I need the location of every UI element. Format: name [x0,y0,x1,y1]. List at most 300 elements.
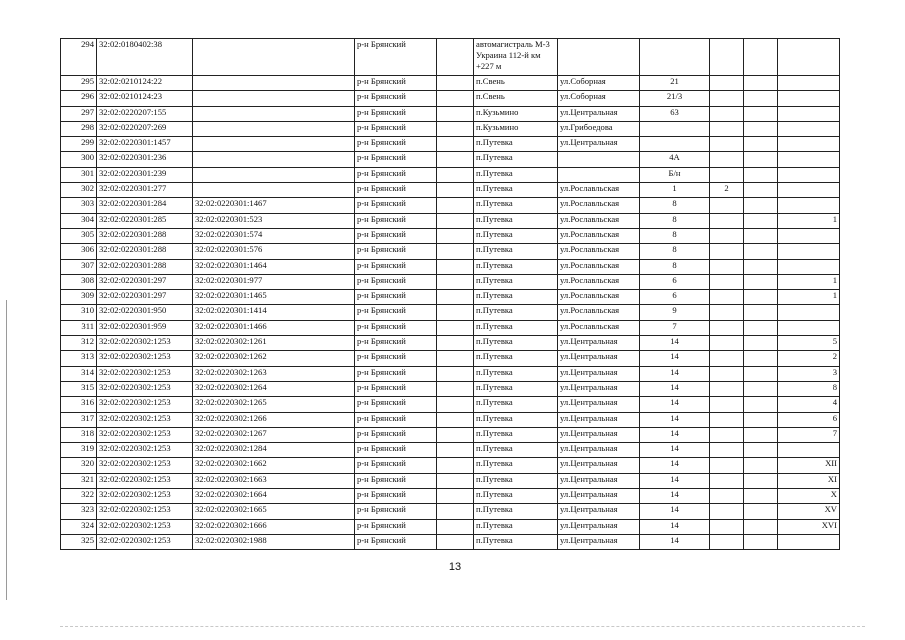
blank-cell [437,39,474,76]
street: ул.Рославльская [558,198,640,213]
blank-cell [437,351,474,366]
street: ул.Соборная [558,91,640,106]
house-number: 14 [640,336,710,351]
cadastral-number: 32:02:0210124:22 [97,76,193,91]
blank-cell [437,397,474,412]
blank-cell [744,473,778,488]
cadastral-number: 32:02:0220302:1253 [97,397,193,412]
building-number [710,198,744,213]
flat-number [778,91,840,106]
table-row [61,336,840,351]
blank-cell [437,167,474,182]
district: р-н Брянский [355,336,437,351]
blank-cell [744,351,778,366]
table-row [61,76,840,91]
row-number: 317 [61,412,97,427]
blank-cell [744,137,778,152]
flat-number: 1 [778,213,840,228]
district: р-н Брянский [355,106,437,121]
district: р-н Брянский [355,290,437,305]
cadastral-number-premises: 32:02:0220302:1264 [193,381,355,396]
row-number: 302 [61,183,97,198]
table-row [61,489,840,504]
settlement: п.Путевка [474,336,558,351]
settlement: п.Путевка [474,274,558,289]
district: р-н Брянский [355,305,437,320]
row-number: 297 [61,106,97,121]
cadastral-number-premises [193,39,355,76]
building-number [710,458,744,473]
row-number: 320 [61,458,97,473]
flat-number: XI [778,473,840,488]
row-number: 321 [61,473,97,488]
blank-cell [437,259,474,274]
flat-number: 1 [778,290,840,305]
district: р-н Брянский [355,534,437,549]
flat-number [778,39,840,76]
building-number [710,137,744,152]
blank-cell [744,381,778,396]
street: ул.Центральная [558,137,640,152]
cadastral-number: 32:02:0220207:269 [97,121,193,136]
blank-cell [744,534,778,549]
house-number [640,137,710,152]
house-number: 14 [640,427,710,442]
house-number: 8 [640,228,710,243]
table-row [61,183,840,198]
house-number: 1 [640,183,710,198]
row-number: 299 [61,137,97,152]
flat-number: 3 [778,366,840,381]
street: ул.Центральная [558,473,640,488]
cadastral-number-premises: 32:02:0220301:1464 [193,259,355,274]
flat-number: XV [778,504,840,519]
street: ул.Рославльская [558,259,640,274]
cadastral-number-premises: 32:02:0220302:1266 [193,412,355,427]
cadastral-number: 32:02:0220301:950 [97,305,193,320]
blank-cell [437,336,474,351]
district: р-н Брянский [355,458,437,473]
blank-cell [744,121,778,136]
cadastral-number-premises: 32:02:0220301:576 [193,244,355,259]
flat-number [778,106,840,121]
house-number: 14 [640,351,710,366]
row-number: 324 [61,519,97,534]
flat-number: 2 [778,351,840,366]
cadastral-number-premises [193,137,355,152]
cadastral-number: 32:02:0220302:1253 [97,489,193,504]
table-row [61,198,840,213]
building-number [710,366,744,381]
cadastral-number-premises: 32:02:0220302:1664 [193,489,355,504]
street: ул.Рославльская [558,213,640,228]
table-row [61,137,840,152]
settlement: п.Путевка [474,290,558,305]
district: р-н Брянский [355,473,437,488]
settlement: п.Путевка [474,443,558,458]
cadastral-number-premises: 32:02:0220302:1662 [193,458,355,473]
row-number: 294 [61,39,97,76]
building-number [710,106,744,121]
street: ул.Центральная [558,381,640,396]
cadastral-number-premises: 32:02:0220301:1465 [193,290,355,305]
district: р-н Брянский [355,39,437,76]
district: р-н Брянский [355,244,437,259]
cadastral-number: 32:02:0220302:1253 [97,351,193,366]
settlement: п.Путевка [474,351,558,366]
district: р-н Брянский [355,76,437,91]
street: ул.Центральная [558,458,640,473]
settlement: п.Кузьмино [474,106,558,121]
flat-number [778,167,840,182]
blank-cell [437,121,474,136]
district: р-н Брянский [355,443,437,458]
settlement: п.Путевка [474,458,558,473]
house-number: 21/3 [640,91,710,106]
blank-cell [437,305,474,320]
street: ул.Рославльская [558,274,640,289]
flat-number [778,244,840,259]
table-row [61,259,840,274]
settlement: п.Свень [474,76,558,91]
building-number [710,39,744,76]
district: р-н Брянский [355,152,437,167]
blank-cell [744,39,778,76]
settlement: автомагистраль М-3 Украина 112-й км +227 м [474,39,558,76]
house-number: 6 [640,290,710,305]
cadastral-number: 32:02:0220301:239 [97,167,193,182]
house-number: 14 [640,519,710,534]
blank-cell [744,320,778,335]
blank-cell [744,259,778,274]
flat-number [778,198,840,213]
flat-number: 8 [778,381,840,396]
settlement: п.Путевка [474,381,558,396]
street: ул.Центральная [558,412,640,427]
blank-cell [437,443,474,458]
flat-number [778,152,840,167]
flat-number [778,121,840,136]
blank-cell [744,213,778,228]
settlement: п.Путевка [474,228,558,243]
house-number: 14 [640,534,710,549]
blank-cell [744,167,778,182]
cadastral-number-premises: 32:02:0220302:1284 [193,443,355,458]
blank-cell [437,274,474,289]
blank-cell [437,106,474,121]
building-number [710,351,744,366]
house-number: 9 [640,305,710,320]
house-number: 14 [640,366,710,381]
building-number [710,336,744,351]
district: р-н Брянский [355,167,437,182]
street: ул.Центральная [558,519,640,534]
district: р-н Брянский [355,274,437,289]
house-number: 14 [640,397,710,412]
building-number [710,91,744,106]
blank-cell [437,473,474,488]
cadastral-number: 32:02:0210124:23 [97,91,193,106]
building-number [710,76,744,91]
row-number: 314 [61,366,97,381]
flat-number: 7 [778,427,840,442]
district: р-н Брянский [355,183,437,198]
settlement: п.Путевка [474,244,558,259]
street: ул.Центральная [558,427,640,442]
table-row [61,320,840,335]
row-number: 323 [61,504,97,519]
cadastral-number-premises: 32:02:0220302:1267 [193,427,355,442]
flat-number [778,443,840,458]
blank-cell [437,290,474,305]
cadastral-number: 32:02:0220302:1253 [97,412,193,427]
table-row [61,458,840,473]
house-number: 21 [640,76,710,91]
settlement: п.Кузьмино [474,121,558,136]
table-row [61,152,840,167]
cadastral-number-premises: 32:02:0220302:1666 [193,519,355,534]
cadastral-number-premises: 32:02:0220302:1665 [193,504,355,519]
settlement: п.Путевка [474,366,558,381]
blank-cell [437,427,474,442]
district: р-н Брянский [355,397,437,412]
cadastral-number: 32:02:0220301:288 [97,259,193,274]
cadastral-number: 32:02:0220302:1253 [97,473,193,488]
district: р-н Брянский [355,519,437,534]
building-number [710,290,744,305]
blank-cell [437,152,474,167]
district: р-н Брянский [355,137,437,152]
district: р-н Брянский [355,351,437,366]
flat-number: 6 [778,412,840,427]
row-number: 316 [61,397,97,412]
row-number: 308 [61,274,97,289]
cadastral-number: 32:02:0220302:1253 [97,336,193,351]
blank-cell [437,213,474,228]
street: ул.Рославльская [558,305,640,320]
table-row [61,397,840,412]
settlement: п.Путевка [474,519,558,534]
table-row [61,412,840,427]
street: ул.Соборная [558,76,640,91]
blank-cell [744,427,778,442]
blank-cell [744,519,778,534]
house-number: 14 [640,504,710,519]
cadastral-number-premises [193,183,355,198]
building-number [710,274,744,289]
cadastral-number-premises [193,152,355,167]
cadastral-number-premises: 32:02:0220302:1262 [193,351,355,366]
house-number: 8 [640,213,710,228]
settlement: п.Путевка [474,504,558,519]
street [558,167,640,182]
flat-number: XVI [778,519,840,534]
settlement: п.Путевка [474,152,558,167]
blank-cell [437,412,474,427]
settlement: п.Путевка [474,183,558,198]
settlement: п.Путевка [474,167,558,182]
table-row [61,167,840,182]
blank-cell [437,534,474,549]
row-number: 298 [61,121,97,136]
house-number: 14 [640,458,710,473]
street: ул.Центральная [558,489,640,504]
row-number: 311 [61,320,97,335]
house-number: 8 [640,259,710,274]
cadastral-number-premises: 32:02:0220302:1265 [193,397,355,412]
row-number: 305 [61,228,97,243]
row-number: 318 [61,427,97,442]
settlement: п.Путевка [474,137,558,152]
cadastral-number: 32:02:0220301:285 [97,213,193,228]
blank-cell [744,244,778,259]
building-number [710,152,744,167]
house-number: 14 [640,443,710,458]
street: ул.Центральная [558,443,640,458]
table-row [61,473,840,488]
blank-cell [744,443,778,458]
settlement: п.Путевка [474,213,558,228]
building-number [710,504,744,519]
building-number [710,305,744,320]
house-number [640,39,710,76]
building-number [710,121,744,136]
house-number: 14 [640,473,710,488]
flat-number [778,228,840,243]
scan-bottom-noise [60,626,865,628]
settlement: п.Путевка [474,489,558,504]
table-row [61,366,840,381]
blank-cell [744,504,778,519]
flat-number [778,76,840,91]
cadastral-number: 32:02:0220301:1457 [97,137,193,152]
cadastral-number-premises: 32:02:0220302:1988 [193,534,355,549]
cadastral-number-premises: 32:02:0220301:574 [193,228,355,243]
cadastral-number: 32:02:0220301:297 [97,274,193,289]
flat-number: X [778,489,840,504]
district: р-н Брянский [355,366,437,381]
blank-cell [744,198,778,213]
table-row [61,504,840,519]
building-number [710,519,744,534]
blank-cell [437,381,474,396]
house-number: 14 [640,489,710,504]
building-number [710,259,744,274]
blank-cell [744,366,778,381]
cadastral-number: 32:02:0220301:288 [97,228,193,243]
house-number: Б/н [640,167,710,182]
building-number [710,167,744,182]
cadastral-number-premises: 32:02:0220301:977 [193,274,355,289]
house-number [640,121,710,136]
cadastral-number: 32:02:0220301:288 [97,244,193,259]
settlement: п.Путевка [474,198,558,213]
building-number [710,473,744,488]
street [558,39,640,76]
cadastral-number-premises [193,106,355,121]
cadastral-number: 32:02:0220302:1253 [97,427,193,442]
cadastral-number: 32:02:0220302:1253 [97,381,193,396]
row-number: 312 [61,336,97,351]
house-number: 8 [640,244,710,259]
table-row [61,91,840,106]
blank-cell [744,228,778,243]
district: р-н Брянский [355,381,437,396]
flat-number [778,137,840,152]
flat-number: 1 [778,274,840,289]
blank-cell [437,366,474,381]
cadastral-number-premises: 32:02:0220301:1467 [193,198,355,213]
house-number: 14 [640,412,710,427]
settlement: п.Свень [474,91,558,106]
cadastral-number: 32:02:0180402:38 [97,39,193,76]
row-number: 309 [61,290,97,305]
flat-number [778,320,840,335]
district: р-н Брянский [355,320,437,335]
blank-cell [744,305,778,320]
house-number: 4А [640,152,710,167]
cadastral-number-premises: 32:02:0220302:1263 [193,366,355,381]
house-number: 8 [640,198,710,213]
table-row [61,274,840,289]
district: р-н Брянский [355,504,437,519]
district: р-н Брянский [355,412,437,427]
flat-number [778,259,840,274]
row-number: 315 [61,381,97,396]
settlement: п.Путевка [474,427,558,442]
district: р-н Брянский [355,489,437,504]
cadastral-number: 32:02:0220301:297 [97,290,193,305]
cadastral-number-premises: 32:02:0220301:523 [193,213,355,228]
building-number [710,412,744,427]
blank-cell [437,458,474,473]
settlement: п.Путевка [474,397,558,412]
blank-cell [437,320,474,335]
blank-cell [744,183,778,198]
settlement: п.Путевка [474,412,558,427]
table-row [61,39,840,76]
row-number: 319 [61,443,97,458]
flat-number [778,534,840,549]
row-number: 295 [61,76,97,91]
street [558,152,640,167]
registry-rows [61,39,840,550]
cadastral-number: 32:02:0220302:1253 [97,519,193,534]
blank-cell [437,504,474,519]
cadastral-number: 32:02:0220301:236 [97,152,193,167]
cadastral-number: 32:02:0220301:284 [97,198,193,213]
row-number: 306 [61,244,97,259]
building-number: 2 [710,183,744,198]
table-row [61,305,840,320]
blank-cell [744,458,778,473]
street: ул.Рославльская [558,290,640,305]
cadastral-number: 32:02:0220302:1253 [97,534,193,549]
flat-number: 5 [778,336,840,351]
cadastral-number: 32:02:0220207:155 [97,106,193,121]
table-row [61,121,840,136]
row-number: 304 [61,213,97,228]
cadastral-number: 32:02:0220302:1253 [97,504,193,519]
building-number [710,427,744,442]
street: ул.Рославльская [558,244,640,259]
flat-number [778,305,840,320]
district: р-н Брянский [355,259,437,274]
settlement: п.Путевка [474,473,558,488]
cadastral-number: 32:02:0220302:1253 [97,366,193,381]
building-number [710,443,744,458]
table-row [61,381,840,396]
